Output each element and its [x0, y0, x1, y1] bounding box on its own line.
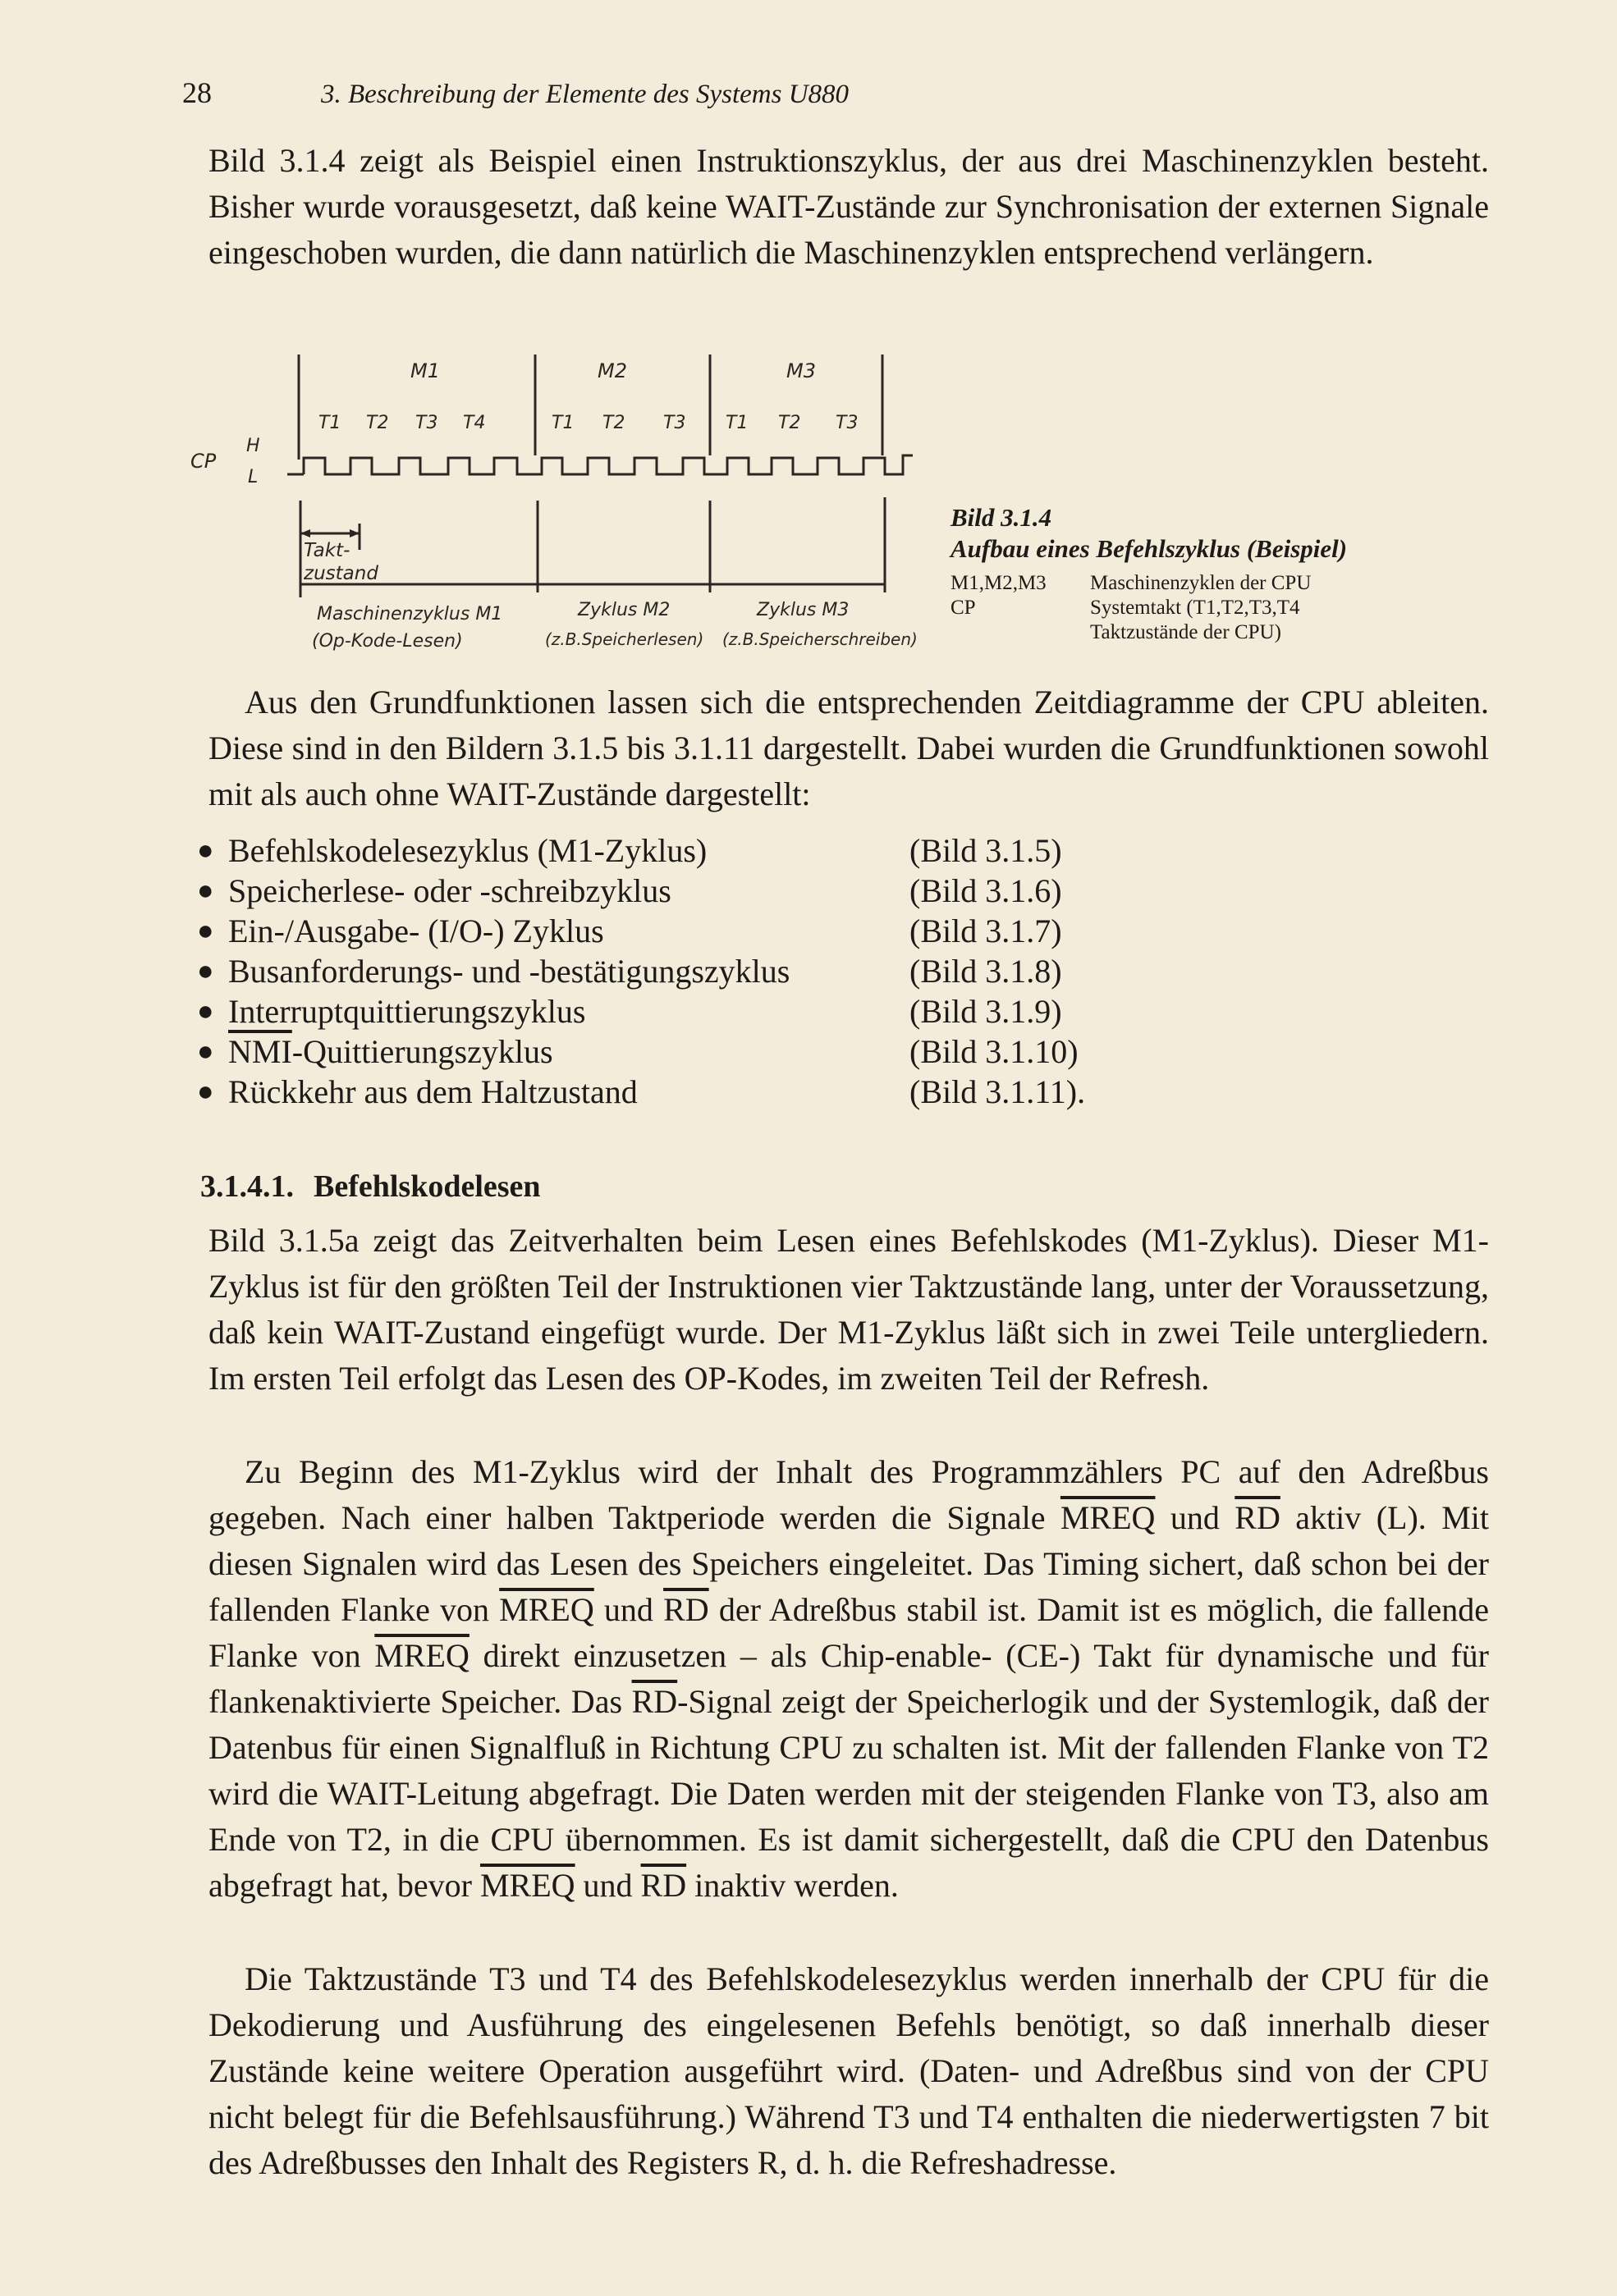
caption-subtitle: Aufbau eines Befehlszyklus (Beispiel)	[951, 534, 1348, 563]
list-item: ● Befehlskodelesezyklus (M1-Zyklus) (Bild 3.1.5)	[197, 832, 1062, 869]
mreq-signal: MREQ	[499, 1591, 594, 1628]
list-item: ● Speicherlese- oder -schreibzyklus (Bild 3.1.6)	[197, 872, 1062, 909]
state-label: T2	[366, 413, 389, 433]
cycle-label-m2: M2	[598, 359, 627, 382]
state-label: T3	[415, 413, 438, 433]
mreq-signal: MREQ	[479, 1867, 575, 1904]
cycle-caption: (z.B.Speicherlesen)	[545, 629, 704, 649]
bullet-icon: ●	[197, 835, 214, 866]
running-header	[182, 75, 849, 110]
cycle-label-m3: M3	[786, 359, 816, 382]
state-label: T1	[552, 413, 575, 433]
bullet-icon: ●	[197, 876, 214, 906]
legend-row: CP Systemtakt (T1,T2,T3,T4	[951, 597, 1300, 619]
list-item: ● Rückkehr aus dem Haltzustand (Bild 3.1.11).	[197, 1073, 1086, 1110]
takt-label: Takt-	[304, 540, 350, 561]
list-item: ● Ein-/Ausgabe- (I/O-) Zyklus (Bild 3.1.7)	[197, 912, 1062, 949]
bullet-icon: ●	[197, 916, 214, 946]
mreq-signal: MREQ	[374, 1637, 470, 1674]
legend-row: M1,M2,M3 Maschinenzyklen der CPU	[951, 572, 1312, 594]
bullet-icon: ●	[197, 1036, 214, 1067]
figure-caption	[951, 502, 1459, 645]
list-item: ● $\overline{NMI}$-Quittierungszyklus (Bild 3.1.10)	[197, 1033, 1079, 1070]
paragraph-4: Zu Beginn des M1-Zyklus wird der Inhalt des Programmzählers PC auf den Adreßbus gegeben. Nach einer halben Taktperiode werden die Signale MREQ und $\overline{RD}$ aktiv (L). Mit diesen Signalen wird das Lesen des Speichers eingeleitet. Das Timing sichert, daß schon bei der fallenden Flanke von MREQ und $\overline{RD}$ der Adreßbus stabil ist. Damit ist es möglich, die fallende Flanke von MREQ direkt einzusetzen – als Chip-enable- (CE-) Takt für dynamische und für flankenaktivierte Speicher. Das $\overline{RD}$-Signal zeigt der Speicherlogik und der Systemlogik, daß der Datenbus für einen Signalfluß in Richtung CPU zu schalten ist. Mit der fallenden Flanke von T2 wird die WAIT-Leitung abgefragt. Die Daten werden mit der steigenden Flanke von T3, also am Ende von T2, in die CPU übernommen. Es ist damit sichergestellt, daß die CPU den Datenbus abgefragt hat, bevor MREQ und $\overline{RD}$ inaktiv werden.	[208, 1453, 1489, 1904]
bullet-icon: ●	[197, 956, 214, 986]
state-label: T1	[318, 413, 341, 433]
timing-diagram	[181, 336, 1001, 665]
rd-signal: $\overline{RD}$	[1235, 1499, 1280, 1536]
cycle-label-m1: M1	[410, 359, 440, 382]
cycle-caption: (z.B.Speicherschreiben)	[722, 629, 918, 649]
cycle-caption: (Op-Kode-Lesen)	[312, 631, 463, 652]
state-label: T3	[836, 413, 859, 433]
rd-signal: $\overline{RD}$	[640, 1867, 687, 1904]
section-heading	[200, 1169, 541, 1205]
chapter-title: 3. Beschreibung der Elemente des Systems U880	[321, 80, 850, 109]
paragraph-5: Die Taktzustände T3 und T4 des Befehlskodelesezyklus werden innerhalb der CPU für die Dekodierung und Ausführung des eingelesenen Befehls benötigt, so daß innerhalb dieser Zustände keine weitere Operation ausgeführt wird. (Daten- und Adreßbus sind von der CPU nicht belegt für die Befehlsausführung.) Während T3 und T4 enthalten die niederwertigsten 7 bit des Adreßbusses den Inhalt des Registers R, d. h. die Refreshadresse.	[208, 1960, 1489, 2181]
cycle-caption: Zyklus M3	[757, 600, 850, 620]
caption-title: Bild 3.1.4	[951, 503, 1052, 532]
state-label: T2	[602, 413, 625, 433]
mreq-signal: MREQ	[1060, 1499, 1156, 1536]
level-label-h: H	[246, 436, 260, 456]
cycle-caption: Maschinenzyklus M1	[317, 604, 503, 624]
section-number: 3.1.4.1.	[200, 1169, 294, 1204]
list-item: ● Interruptquittierungszyklus (Bild 3.1.9)	[197, 993, 1062, 1030]
signal-label-cp: CP	[190, 450, 217, 473]
function-list	[197, 830, 1182, 1112]
bullet-icon: ●	[197, 1077, 214, 1107]
legend-row: Taktzustände der CPU)	[1090, 621, 1281, 643]
state-label: T3	[663, 413, 686, 433]
state-label: T1	[726, 413, 749, 433]
paragraph-2: Aus den Grundfunktionen lassen sich die entsprechenden Zeitdiagramme der CPU ableiten. Diese sind in den Bildern 3.1.5 bis 3.1.11 dargestellt. Dabei wurden die Grundfunktionen sowohl mit als auch ohne WAIT-Zustände dargestellt:	[208, 684, 1489, 812]
rd-signal: $\overline{RD}$	[631, 1683, 678, 1720]
takt-label: zustand	[304, 563, 378, 584]
list-item: ● Busanforderungs- und -bestätigungszyklus (Bild 3.1.8)	[197, 953, 1062, 990]
paragraph-3: Bild 3.1.5a zeigt das Zeitverhalten beim Lesen eines Befehlskodes (M1-Zyklus). Dieser M1-Zyklus ist für den größten Teil der Instruktionen vier Taktzustände lang, unter der Voraussetzung, daß kein WAIT-Zustand eingefügt wurde. Der M1-Zyklus läßt sich in zwei Teile untergliedern. Im ersten Teil erfolgt das Lesen des OP-Kodes, im zweiten Teil der Refresh.	[208, 1222, 1489, 1397]
section-title: Befehlskodelesen	[314, 1169, 541, 1204]
cycle-caption: Zyklus M2	[578, 600, 671, 620]
nmi-signal: $\overline{NMI}$	[228, 1033, 292, 1070]
state-label: T4	[463, 413, 486, 433]
page-number: 28	[182, 76, 212, 109]
intro-paragraph: Bild 3.1.4 zeigt als Beispiel einen Instruktionszyklus, der aus drei Maschinenzyklen besteht. Bisher wurde vorausgesetzt, daß keine WAIT-Zustände zur Synchronisation der externen Signale eingeschoben wurden, die dann natürlich die Maschinenzyklen entsprechend verlängern.	[208, 142, 1489, 271]
level-label-l: L	[248, 467, 259, 487]
bullet-icon: ●	[197, 996, 214, 1027]
clock-waveform	[304, 455, 913, 474]
rd-signal: $\overline{RD}$	[663, 1591, 709, 1628]
state-label: T2	[778, 413, 801, 433]
